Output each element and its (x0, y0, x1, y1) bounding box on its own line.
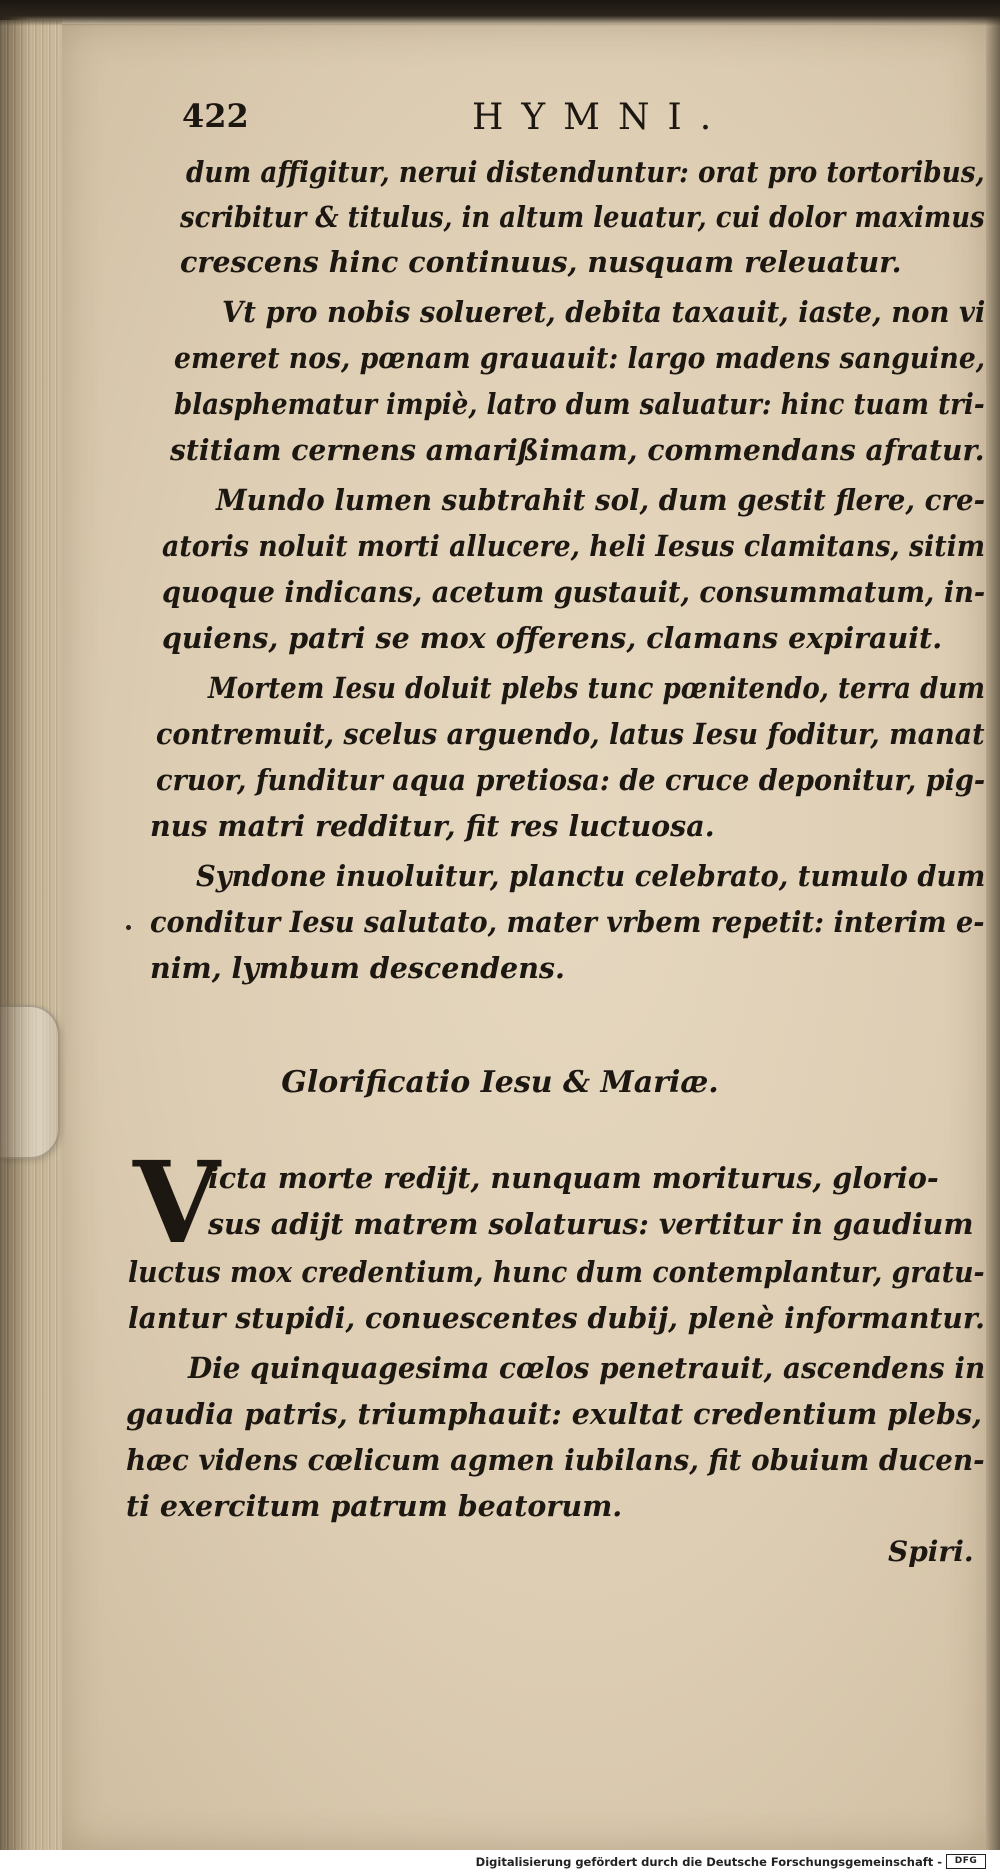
page-number: 422 (182, 97, 249, 135)
text-line: atoris noluit morti allucere, heli Iesus clamitans, sitim (162, 529, 986, 563)
text-line: nim, lymbum descendens. (150, 951, 565, 985)
text-line: conditur Iesu salutato, mater vrbem repetit: interim e- (150, 905, 985, 939)
text-line: scribitur & titulus, in altum leuatur, cui dolor maximus (180, 200, 985, 234)
text-line: hæc videns cœlicum agmen iubilans, fit obuium ducen- (126, 1443, 985, 1477)
text-line: lantur stupidi, conuescentes dubij, plenè informantur. (128, 1301, 985, 1335)
text-line: contremuit, scelus arguendo, latus Iesu foditur, manat (156, 717, 985, 751)
page-edge-stack (0, 20, 62, 1850)
text-line: blasphematur impiè, latro dum saluatur: hinc tuam tri- (174, 387, 985, 421)
text-line: crescens hinc continuus, nusquam releuatur. (180, 245, 902, 279)
text-line: quiens, patri se mox offerens, clamans expirauit. (162, 621, 943, 655)
catchword: Spiri. (888, 1535, 974, 1568)
text-line: Syndone inuoluitur, planctu celebrato, tumulo dum (196, 859, 986, 893)
digitization-credit: Digitalisierung gefördert durch die Deutsche Forschungsgemeinschaft - (475, 1855, 942, 1869)
binding-shadow (0, 0, 1000, 26)
dfg-logo: DFG (946, 1854, 986, 1869)
text-line: stitiam cernens amarißimam, commendans afratur. (170, 433, 985, 467)
text-line: cruor, funditur aqua pretiosa: de cruce deponitur, pig- (156, 763, 986, 797)
text-line: ti exercitum patrum beatorum. (126, 1489, 623, 1523)
text-line: Vt pro nobis solueret, debita taxauit, iaste, non vi (222, 295, 986, 329)
text-line: luctus mox credentium, hunc dum contemplantur, gratu- (128, 1255, 985, 1289)
text-line: sus adijt matrem solaturus: vertitur in gaudium (208, 1207, 974, 1241)
text-line: nus matri redditur, fit res luctuosa. (150, 809, 715, 843)
text-line: Mundo lumen subtrahit sol, dum gestit flere, cre- (216, 483, 986, 517)
text-line: emeret nos, pœnam grauauit: largo madens sanguine, (174, 341, 986, 375)
section-heading: Glorificatio Iesu & Mariæ. (281, 1065, 719, 1100)
text-line: Die quinquagesima cœlos penetrauit, ascendens in (188, 1351, 986, 1385)
text-line: icta morte redijt, nunquam moriturus, glorio- (208, 1161, 939, 1195)
drop-cap: V (133, 1138, 220, 1269)
text-line: dum affigitur, nerui distenduntur: orat pro tortoribus, (186, 155, 985, 189)
text-line: Mortem Iesu doluit plebs tunc pœnitendo, terra dum (208, 671, 986, 705)
running-head (182, 97, 792, 141)
ink-speck (126, 925, 131, 930)
running-head-title: HYMNI. (472, 97, 730, 138)
text-line: gaudia patris, triumphauit: exultat credentium plebs, (126, 1397, 982, 1431)
text-line: quoque indicans, acetum gustauit, consummatum, in- (162, 575, 986, 609)
